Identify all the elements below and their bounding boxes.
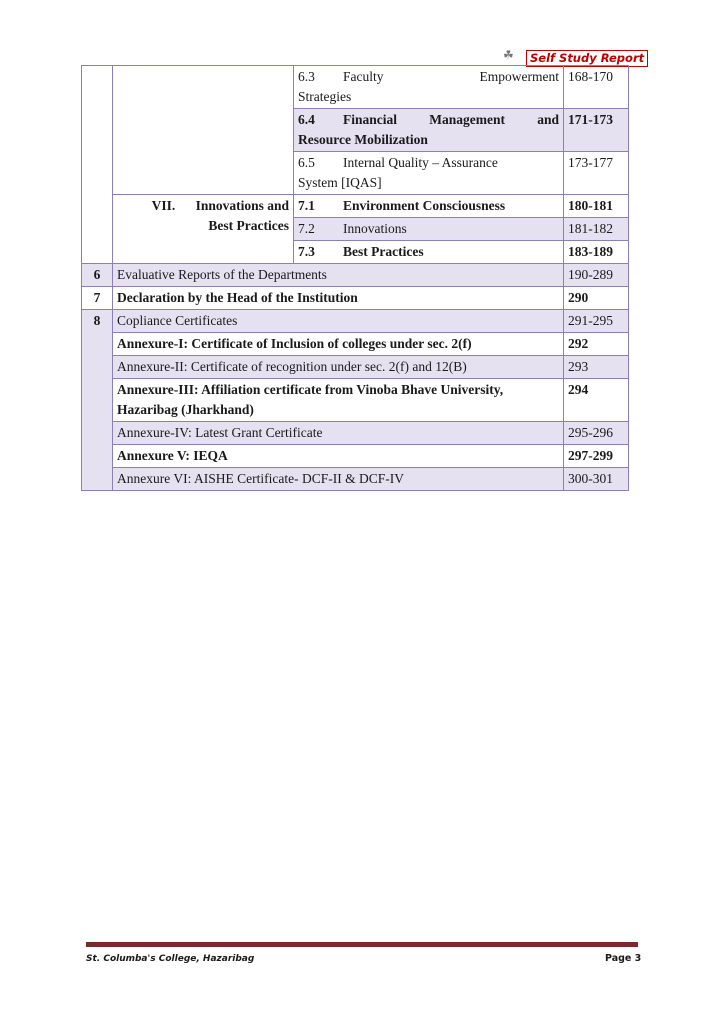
footer-divider: [86, 942, 638, 947]
table-row: [82, 422, 629, 445]
criterion-vii-title: VII. Innovations and Best Practices: [113, 195, 294, 264]
table-row: [82, 445, 629, 468]
college-logo-icon: ☘: [503, 48, 514, 62]
toc-entry-section-6[interactable]: Evaluative Reports of the Departments: [113, 264, 564, 287]
page-range: 180-181: [564, 195, 629, 218]
toc-entry-annexure-5[interactable]: Annexure V: IEQA: [113, 445, 564, 468]
section-number: 8: [82, 310, 113, 491]
table-of-contents: [81, 65, 629, 491]
page-range: 181-182: [564, 218, 629, 241]
toc-entry-section-7[interactable]: Declaration by the Head of the Institution: [113, 287, 564, 310]
toc-entry-annexure-2[interactable]: Annexure-II: Certificate of recognition under sec. 2(f) and 12(B): [113, 356, 564, 379]
toc-entry-annexure-3[interactable]: Annexure-III: Affiliation certificate from Vinoba Bhave University, Hazaribag (Jharkhand): [113, 379, 564, 422]
section-number: 7: [82, 287, 113, 310]
section-number: 6: [82, 264, 113, 287]
page-range: 168-170: [564, 66, 629, 109]
footer-institution: St. Columba's College, Hazaribag: [86, 954, 255, 964]
page-range: 171-173: [564, 109, 629, 152]
table-row: [82, 195, 629, 218]
page-range: 297-299: [564, 445, 629, 468]
table-row: [82, 356, 629, 379]
page-range: 291-295: [564, 310, 629, 333]
toc-entry-7-2[interactable]: 7.2 Innovations: [294, 218, 564, 241]
page-range: 295-296: [564, 422, 629, 445]
table-row: [82, 468, 629, 491]
table-row: [82, 66, 629, 109]
toc-entry-6-5[interactable]: 6.5 Internal Quality – Assurance System [IQAS]: [294, 152, 564, 195]
table-row: [82, 264, 629, 287]
page-range: 300-301: [564, 468, 629, 491]
table-row: [82, 287, 629, 310]
toc-entry-annexure-1[interactable]: Annexure-I: Certificate of Inclusion of colleges under sec. 2(f): [113, 333, 564, 356]
table-row: [82, 310, 629, 333]
criterion-cell: [113, 66, 294, 195]
page-range: 190-289: [564, 264, 629, 287]
page-range: 293: [564, 356, 629, 379]
table-row: [82, 333, 629, 356]
page-range: 183-189: [564, 241, 629, 264]
toc-entry-6-4[interactable]: 6.4 Financial Management and Resource Mobilization: [294, 109, 564, 152]
report-badge: Self Study Report: [526, 50, 648, 67]
toc-entry-7-1[interactable]: 7.1 Environment Consciousness: [294, 195, 564, 218]
toc-entry-annexure-4[interactable]: Annexure-IV: Latest Grant Certificate: [113, 422, 564, 445]
toc-entry-annexure-6[interactable]: Annexure VI: AISHE Certificate- DCF-II & DCF-IV: [113, 468, 564, 491]
page-range: 290: [564, 287, 629, 310]
toc-entry-6-3[interactable]: 6.3 Faculty Empowerment Strategies: [294, 66, 564, 109]
section-number-cell: [82, 66, 113, 264]
toc-entry-section-8[interactable]: Copliance Certificates: [113, 310, 564, 333]
table-row: [82, 379, 629, 422]
page-number: Page 3: [605, 953, 642, 964]
page-range: 292: [564, 333, 629, 356]
toc-entry-7-3[interactable]: 7.3 Best Practices: [294, 241, 564, 264]
page-range: 294: [564, 379, 629, 422]
page-range: 173-177: [564, 152, 629, 195]
